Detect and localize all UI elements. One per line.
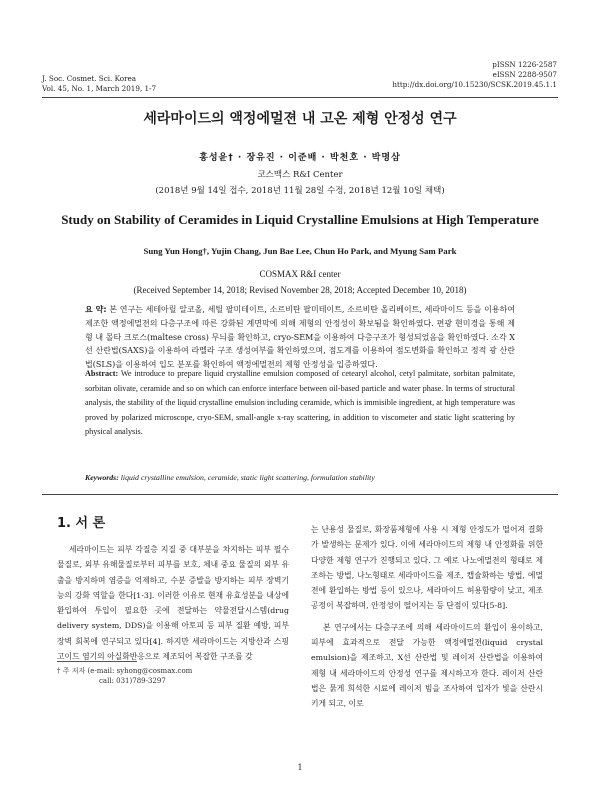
english-abstract-label: Abstract: bbox=[85, 369, 119, 378]
paragraph: 세라마이드는 피부 각질층 지질 중 대부분을 차지하는 피부 필수 물질로, 외부 유해물질로부터 피부를 보호, 체내 중요 물질의 외부 유출을 방지하며 염증을 억제하고, 수분 증발을 방지하는 피부 장벽기능의 강화 역할을 한다[1-3]. 이러한 이유로 현재 유효성분을 내상에 환입하여 투입이 필요한 곳에 전달하는 약물전달시스템(drug delivery system, DDS)을 이용해 아토피 등 피부 질환 예방, 피부장벽 회복에 연구되고 있다[4]. 하지만 세라마이드는 지방산과 스핑고이드 염기의 아실화반응으로 제조되어 복잡한 구조를 갖 bbox=[57, 545, 289, 662]
keywords bbox=[85, 473, 515, 482]
korean-abstract-text: 본 연구는 세테아릴 알코올, 세틸 팔미테이트, 소르비탄 팔미테이트, 소르비탄 올리베이트, 세라마이드 등을 이용하여 제조한 액정에멀젼의 다층구조에 따른 강화된 계면막에 의해 제형의 안정성이 확보됨을 확인하였다. 편광 현미경을 통해 제형 내 몰타 크로스(maltese cross) 무늬를 확인하고, cryo-SEM을 이용하여 다층구조가 형성되었음을 확인하였다. 소각 X선 산란법(SAXS)을 이용하여 라멜라 구조 생성여부를 확인하였으며, 점도계를 이용하여 점도변화를 확인하고 정적 광 산란법(SLS)을 이용하여 입도 분포를 확인하여 액정에멀젼의 제형 안정성을 입증하였다. bbox=[85, 305, 515, 370]
korean-abstract bbox=[85, 303, 515, 372]
english-title: Study on Stability of Ceramides in Liquid Crystalline Emulsions at High Temperature bbox=[61, 212, 539, 227]
paragraph: 본 연구에서는 다층구조에 의해 세라마이드의 환입이 용이하고, 피부에 효과적으로 전달 가능한 액정에멀젼(liquid crystal emulsion)을 제조하고, X선 산란법 및 레이저 산란법을 이용하여 제형 내 세라마이드의 안정성 연구를 제시하고자 한다. 레이저 산란법은 묽게 희석한 시료에 레이저 빔을 조사하여 입자가 빛을 산란시키게 되고, 이로 bbox=[311, 622, 543, 709]
abstract-rule bbox=[42, 494, 558, 495]
body-column-left bbox=[57, 542, 289, 664]
korean-authors: 홍성윤† · 장유진 · 이준배 · 박천호 · 박명삼 bbox=[199, 153, 401, 163]
english-authors: Sung Yun Hong†, Yujin Chang, Jun Bae Lee, Chun Ho Park, and Myung Sam Park bbox=[143, 246, 457, 256]
keywords-label: Keywords: bbox=[85, 473, 119, 482]
journal-volume: Vol. 45, No. 1, March 2019, 1-7 bbox=[42, 84, 157, 93]
korean-dates: (2018년 9월 14일 접수, 2018년 11월 28일 수정, 2018년 12월 10일 채택) bbox=[155, 186, 445, 196]
eissn: eISSN 2288-9507 bbox=[492, 70, 557, 79]
english-abstract bbox=[85, 367, 515, 440]
journal-citation bbox=[42, 74, 156, 94]
footnote bbox=[57, 666, 192, 686]
doi-link[interactable]: http://dx.doi.org/10.15230/SCSK.2019.45.1.1 bbox=[392, 80, 557, 89]
journal-name: J. Soc. Cosmet. Sci. Korea bbox=[42, 74, 137, 83]
english-dates: (Received September 14, 2018; Revised November 28, 2018; Accepted December 10, 2018) bbox=[133, 285, 467, 295]
english-affiliation: COSMAX R&I center bbox=[259, 269, 341, 279]
pissn: pISSN 1226-2587 bbox=[492, 60, 557, 69]
korean-abstract-label: 요 약: bbox=[85, 305, 107, 314]
page-number: 1 bbox=[297, 763, 303, 772]
body-column-right bbox=[311, 522, 543, 712]
section-heading-introduction: 1. 서 론 bbox=[57, 516, 106, 531]
keywords-text: liquid crystalline emulsion, ceramide, static light scattering, formulation stability bbox=[120, 473, 375, 482]
english-abstract-text: We introduce to prepare liquid crystalline emulsion composed of cetearyl alcohol, cetyl palmitate, sorbitan palmitate, sorbitan olivate, ceramide and so on which can enforce interface between oil-based particle and water phase. In terms of structural analysis, the stability of the liquid crystalline emulsion including ceramide, which is immisible ingredient, at high temperature was proved by polarized microscope, cryo-SEM, small-angle x-ray scattering, in addition to viscometer and static light scattering by physical analysis. bbox=[85, 369, 515, 437]
korean-affiliation: 코스맥스 R&I Center bbox=[257, 170, 343, 180]
header-rule bbox=[42, 97, 558, 98]
journal-identifiers bbox=[392, 60, 557, 90]
footnote-phone: call: 031)789-3297 bbox=[99, 677, 166, 685]
footnote-rule bbox=[57, 661, 137, 662]
paragraph: 는 난용성 물질로, 화장품제형에 사용 시 제형 안정도가 떨어져 결화가 발생하는 문제가 있다. 이에 세라마이드의 제형 내 안정화를 위한 다양한 제형 연구가 진행되고 있다. 그 예로 나노에멀젼의 형태로 제조하는 방법, 나노형태로 세라마이드를 제조, 캡슐화하는 방법, 에멀젼에 환입하는 방법 등이 있으나, 세라마이드 허용함량이 낮고, 제조 공정이 복잡하며, 안정성이 떨어지는 등 단점이 있다[5-8]. bbox=[311, 525, 543, 611]
footnote-email: † 주 저자 (e-mail: syhong@cosmax.com bbox=[57, 667, 193, 675]
korean-title: 세라마이드의 액정에멀젼 내 고온 제형 안정성 연구 bbox=[143, 111, 457, 127]
